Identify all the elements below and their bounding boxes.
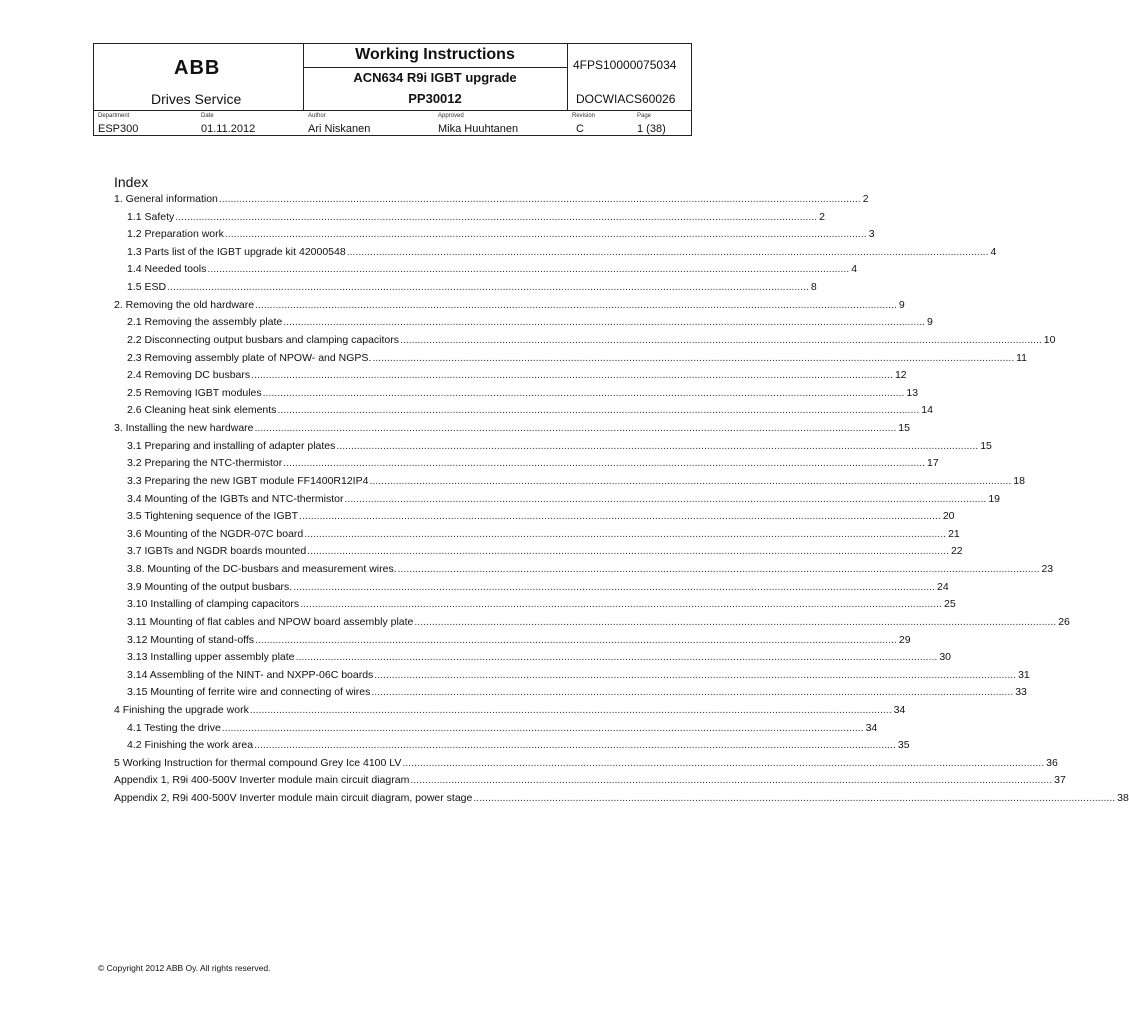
toc-entry-page: 26 xyxy=(1058,615,1070,628)
toc-leader-dots: ............................................................................................................................................................................................................................ xyxy=(218,193,861,205)
toc-entry[interactable] xyxy=(114,191,869,208)
toc-entry[interactable] xyxy=(127,561,1054,578)
toc-entry[interactable] xyxy=(127,402,933,419)
document-subtitle: ACN634 R9i IGBT upgrade xyxy=(353,70,517,85)
toc-entry[interactable] xyxy=(127,508,955,525)
toc-entry-title: 3.12 Mounting of stand-offs xyxy=(127,633,255,646)
toc-leader-dots: ............................................................................................................................................................................................................................ xyxy=(473,792,1116,805)
toc-entry-title: 1.1 Safety xyxy=(127,210,175,223)
toc-leader-dots: ............................................................................................................................................................................................................................ xyxy=(207,263,850,276)
toc-entry-title: 3.5 Tightening sequence of the IGBT xyxy=(127,510,299,523)
abb-logo-text: ABB xyxy=(174,57,221,79)
document-number: 4FPS10000075034 xyxy=(573,58,677,72)
toc-entry-page: 15 xyxy=(898,422,910,435)
toc-entry[interactable] xyxy=(127,596,956,613)
toc-entry[interactable] xyxy=(127,385,919,402)
approved-label: Approved xyxy=(438,113,464,119)
toc-entry[interactable] xyxy=(127,226,875,243)
toc-leader-dots: ............................................................................................................................................................................................................................ xyxy=(283,457,926,470)
toc-entry[interactable] xyxy=(127,438,992,455)
toc-leader-dots: ............................................................................................................................................................................................................................ xyxy=(307,545,949,558)
toc-entry-title: 1.5 ESD xyxy=(127,281,167,294)
toc-leader-dots: ............................................................................................................................................................................................................................ xyxy=(300,598,942,611)
toc-leader-dots: ............................................................................................................................................................................................................................ xyxy=(254,739,896,752)
toc-leader-dots: ............................................................................................................................................................................................................................ xyxy=(397,563,1040,576)
toc-entry-title: 4.1 Testing the drive xyxy=(127,721,221,734)
toc-entry-page: 19 xyxy=(988,492,1000,505)
toc-entry-title: 2. Removing the old hardware xyxy=(114,298,255,311)
toc-entry-title: 3.1 Preparing and installing of adapter plates xyxy=(127,439,336,452)
toc-leader-dots: ............................................................................................................................................................................................................................ xyxy=(254,422,897,435)
toc-entry-page: 24 xyxy=(937,580,949,593)
toc-entry[interactable] xyxy=(127,684,1027,701)
toc-entry-page: 22 xyxy=(950,545,963,558)
document-id: DOCWIACS60026 xyxy=(576,92,676,106)
toc-leader-dots: ............................................................................................................................................................................................................................ xyxy=(293,580,935,593)
toc-entry-page: 13 xyxy=(906,386,919,399)
toc-entry[interactable] xyxy=(127,209,825,226)
page-value: 1 (38) xyxy=(637,123,666,135)
toc-entry[interactable] xyxy=(127,314,933,331)
toc-leader-dots: ............................................................................................................................................................................................................................ xyxy=(372,351,1015,364)
toc-entry[interactable] xyxy=(114,420,910,437)
toc-entry-title: 2.5 Removing IGBT modules xyxy=(127,386,262,399)
department-value: ESP300 xyxy=(98,123,139,135)
toc-entry[interactable] xyxy=(114,790,1129,807)
toc-leader-dots: ............................................................................................................................................................................................................................ xyxy=(414,615,1057,628)
toc-entry-page: 18 xyxy=(1013,474,1025,487)
toc-entry-page: 23 xyxy=(1041,563,1054,576)
toc-leader-dots: ............................................................................................................................................................................................................................ xyxy=(175,210,818,223)
toc-entry-page: 17 xyxy=(927,457,939,470)
toc-entry-page: 11 xyxy=(1016,351,1028,364)
toc-entry-title: 2.3 Removing assembly plate of NPOW- and NGPS. xyxy=(127,351,372,364)
toc-leader-dots: ............................................................................................................................................................................................................................ xyxy=(255,633,897,646)
toc-leader-dots: ............................................................................................................................................................................................................................ xyxy=(400,333,1042,346)
toc-entry-title: 2.6 Cleaning heat sink elements xyxy=(127,404,277,417)
toc-leader-dots: ............................................................................................................................................................................................................................ xyxy=(167,281,809,294)
toc-entry[interactable] xyxy=(127,543,963,560)
toc-entry-page: 33 xyxy=(1015,686,1027,699)
toc-entry-title: 3.4 Mounting of the IGBTs and NTC-thermistor xyxy=(127,492,344,505)
index-heading: Index xyxy=(114,174,149,190)
toc-entry[interactable] xyxy=(127,279,817,296)
toc-leader-dots: ............................................................................................................................................................................................................................ xyxy=(344,492,987,505)
toc-entry-title: 3.3 Preparing the new IGBT module FF1400R12IP4 xyxy=(127,474,369,487)
toc-leader-dots: ............................................................................................................................................................................................................................ xyxy=(336,439,979,452)
toc-leader-dots: ............................................................................................................................................................................................................................ xyxy=(410,774,1053,787)
toc-entry-page: 25 xyxy=(943,598,956,611)
business-unit: Drives Service xyxy=(151,91,242,107)
toc-entry-page: 38 xyxy=(1117,792,1129,805)
toc-entry[interactable] xyxy=(127,491,1000,508)
toc-leader-dots: ............................................................................................................................................................................................................................ xyxy=(374,668,1017,681)
toc-entry-title: 3.7 IGBTs and NGDR boards mounted xyxy=(127,545,307,558)
date-value: 01.11.2012 xyxy=(201,123,256,135)
toc-entry[interactable] xyxy=(127,579,949,596)
toc-entry[interactable] xyxy=(127,455,939,472)
toc-entry[interactable] xyxy=(127,737,910,754)
toc-entry-title: 1.2 Preparation work xyxy=(127,228,224,241)
toc-entry[interactable] xyxy=(127,261,858,278)
toc-leader-dots: ............................................................................................................................................................................................................................ xyxy=(346,245,989,258)
toc-entry-page: 37 xyxy=(1054,774,1066,787)
revision-label: Revision xyxy=(572,113,596,119)
toc-leader-dots: ............................................................................................................................................................................................................................ xyxy=(283,316,926,329)
toc-entry-page: 30 xyxy=(939,651,952,664)
toc-entry[interactable] xyxy=(127,244,997,261)
header-divider xyxy=(303,67,567,68)
toc-entry[interactable] xyxy=(114,297,905,314)
toc-leader-dots: ............................................................................................................................................................................................................................ xyxy=(295,651,938,664)
toc-entry[interactable] xyxy=(114,755,1058,772)
toc-entry-title: Appendix 1, R9i 400-500V Inverter module main circuit diagram xyxy=(114,774,410,787)
toc-entry-title: 3.9 Mounting of the output busbars. xyxy=(127,580,293,593)
toc-entry[interactable] xyxy=(127,614,1070,631)
toc-entry-page: 8 xyxy=(810,281,817,294)
toc-entry-title: 4 Finishing the upgrade work xyxy=(114,703,249,716)
header-divider xyxy=(567,44,568,110)
toc-entry[interactable] xyxy=(127,367,907,384)
toc-entry-page: 14 xyxy=(921,404,933,417)
toc-entry[interactable] xyxy=(127,667,1030,684)
toc-entry-page: 20 xyxy=(942,510,955,523)
toc-entry-title: 3.6 Mounting of the NGDR-07C board xyxy=(127,527,304,540)
toc-leader-dots: ............................................................................................................................................................................................................................ xyxy=(304,527,947,540)
toc-leader-dots: ............................................................................................................................................................................................................................ xyxy=(369,474,1012,487)
toc-leader-dots: ............................................................................................................................................................................................................................ xyxy=(402,756,1045,769)
toc-leader-dots: ............................................................................................................................................................................................................................ xyxy=(299,510,941,523)
toc-entry-title: 3. Installing the new hardware xyxy=(114,422,254,435)
toc-entry-page: 29 xyxy=(898,633,911,646)
toc-leader-dots: ............................................................................................................................................................................................................................ xyxy=(277,404,920,417)
toc-entry-title: 3.10 Installing of clamping capacitors xyxy=(127,598,300,611)
toc-entry[interactable] xyxy=(127,350,1028,367)
page-label: Page xyxy=(637,113,652,119)
toc-entry[interactable] xyxy=(114,772,1066,789)
toc-entry-title: 5 Working Instruction for thermal compound Grey Ice 4100 LV xyxy=(114,756,402,769)
toc-entry-page: 34 xyxy=(865,721,878,734)
toc-entry-title: 2.1 Removing the assembly plate xyxy=(127,316,283,329)
toc-entry[interactable] xyxy=(127,473,1025,490)
toc-entry-title: 3.15 Mounting of ferrite wire and connecting of wires xyxy=(127,686,371,699)
toc-entry-title: Appendix 2, R9i 400-500V Inverter module main circuit diagram, power stage xyxy=(114,792,473,805)
toc-entry-page: 9 xyxy=(927,316,933,329)
toc-entry[interactable] xyxy=(127,720,878,737)
document-header xyxy=(93,43,692,136)
department-label: Department xyxy=(98,113,130,119)
toc-entry[interactable] xyxy=(127,526,960,543)
author-label: Author xyxy=(308,113,326,119)
toc-entry-page: 34 xyxy=(893,703,906,716)
header-divider xyxy=(94,110,691,111)
toc-entry-title: 3.11 Mounting of flat cables and NPOW board assembly plate xyxy=(127,615,414,628)
date-label: Date xyxy=(201,113,214,119)
abb-logo xyxy=(174,57,222,79)
toc-entry-title: 2.2 Disconnecting output busbars and clamping capacitors xyxy=(127,333,399,346)
toc-entry[interactable] xyxy=(127,632,911,649)
toc-entry[interactable] xyxy=(127,332,1056,349)
toc-entry-title: 1.3 Parts list of the IGBT upgrade kit 42000548 xyxy=(127,245,346,258)
toc-entry[interactable] xyxy=(127,649,952,666)
toc-leader-dots: ............................................................................................................................................................................................................................ xyxy=(249,703,892,716)
copyright-notice: © Copyright 2012 ABB Oy. All rights reserved. xyxy=(98,963,271,973)
toc-entry-title: 3.13 Installing upper assembly plate xyxy=(127,651,295,664)
toc-entry-title: 2.4 Removing DC busbars xyxy=(127,369,251,382)
author-value: Ari Niskanen xyxy=(308,123,371,135)
toc-entry-page: 9 xyxy=(898,298,905,311)
toc-entry-page: 4 xyxy=(851,263,858,276)
toc-entry-title: 3.2 Preparing the NTC-thermistor xyxy=(127,457,283,470)
toc-leader-dots: ............................................................................................................................................................................................................................ xyxy=(224,228,867,241)
toc-entry-page: 3 xyxy=(868,228,875,241)
toc-entry-page: 31 xyxy=(1018,668,1030,681)
toc-entry-title: 1.4 Needed tools xyxy=(127,263,207,276)
toc-entry-title: 1. General information xyxy=(114,193,218,205)
toc-entry-page: 35 xyxy=(897,739,910,752)
toc-entry-page: 21 xyxy=(948,527,960,540)
toc-leader-dots: ............................................................................................................................................................................................................................ xyxy=(221,721,864,734)
toc-leader-dots: ............................................................................................................................................................................................................................ xyxy=(251,369,893,382)
toc-entry-title: 4.2 Finishing the work area xyxy=(127,739,254,752)
toc-entry-page: 2 xyxy=(862,193,869,205)
toc-entry-title: 3.8. Mounting of the DC-busbars and measurement wires. xyxy=(127,563,397,576)
toc-entry-page: 12 xyxy=(894,369,907,382)
approved-value: Mika Huuhtanen xyxy=(438,123,519,135)
toc-entry-page: 10 xyxy=(1043,333,1056,346)
toc-leader-dots: ............................................................................................................................................................................................................................ xyxy=(255,298,897,311)
toc-entry[interactable] xyxy=(114,702,906,719)
toc-entry-page: 15 xyxy=(980,439,992,452)
toc-entry-page: 4 xyxy=(990,245,997,258)
revision-value: C xyxy=(576,123,584,135)
document-title: Working Instructions xyxy=(355,46,515,63)
toc-entry-title: 3.14 Assembling of the NINT- and NXPP-06C boards xyxy=(127,668,374,681)
toc-leader-dots: ............................................................................................................................................................................................................................ xyxy=(371,686,1014,699)
toc-entry-page: 2 xyxy=(819,210,825,223)
toc-leader-dots: ............................................................................................................................................................................................................................ xyxy=(262,386,905,399)
document-code: PP30012 xyxy=(408,91,462,106)
toc-entry-page: 36 xyxy=(1046,756,1058,769)
